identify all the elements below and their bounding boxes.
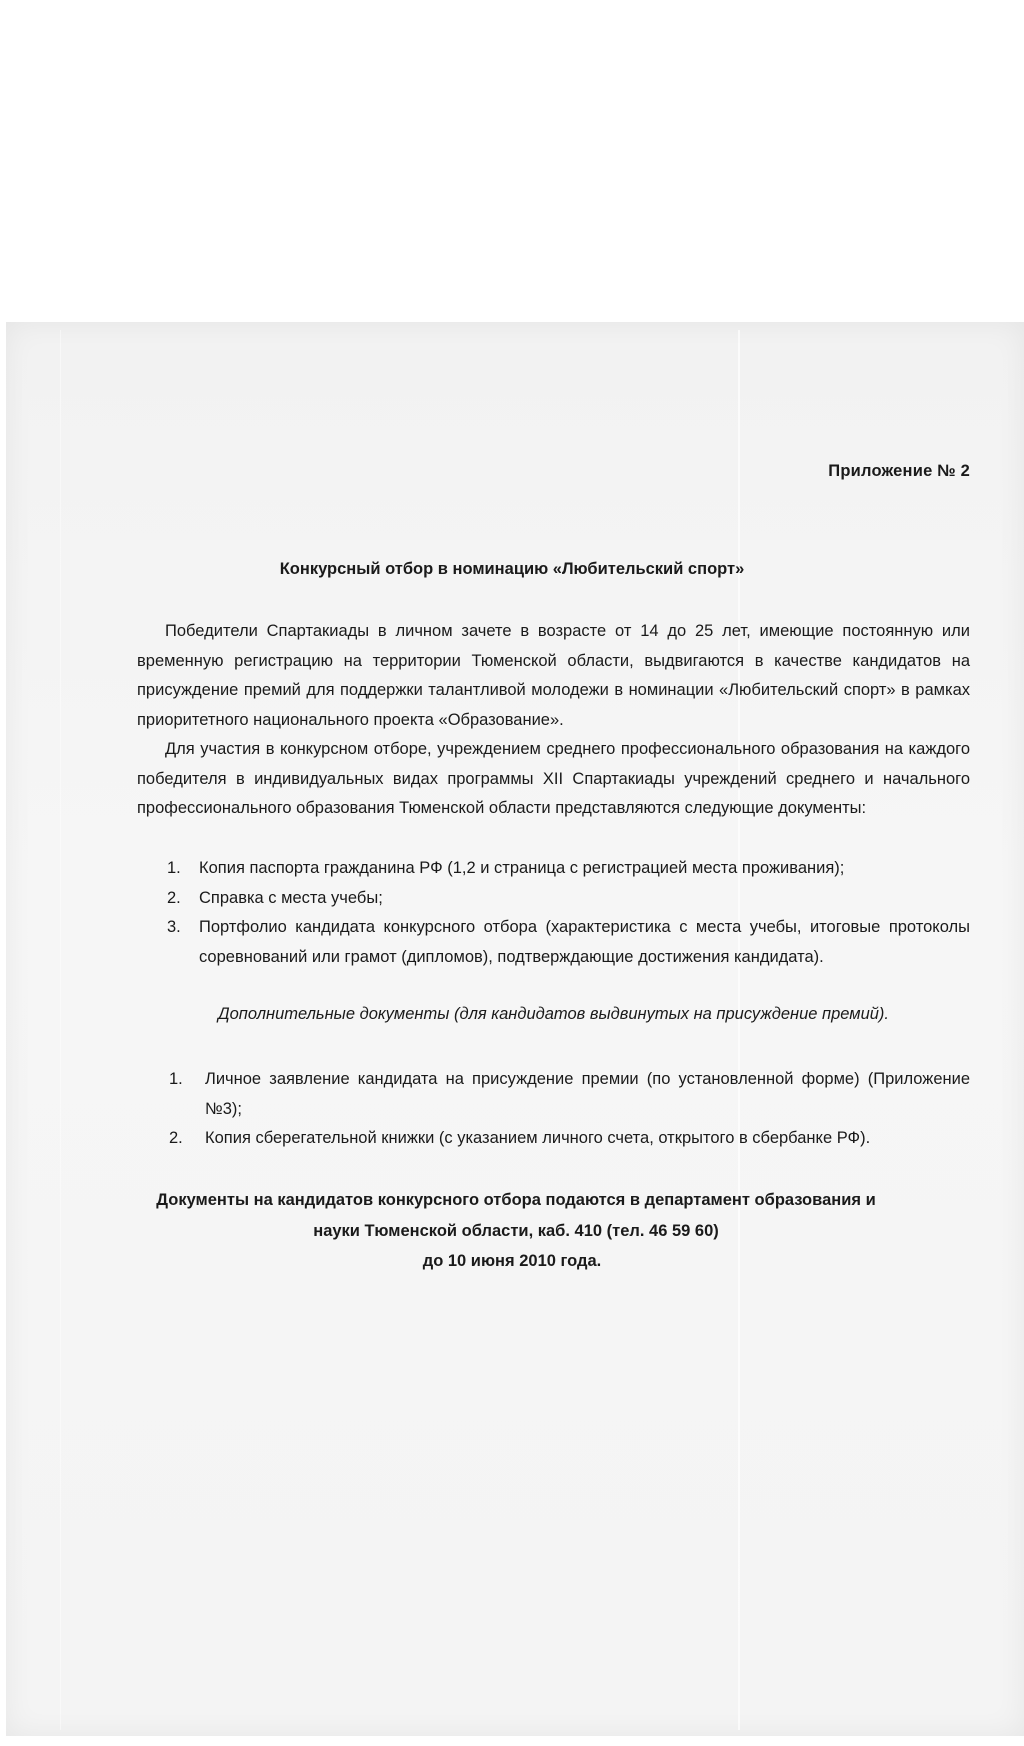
list-item [137, 884, 970, 914]
list-item [137, 913, 970, 972]
appendix-number: Приложение № 2 [828, 462, 970, 480]
list-item-number: 3. [167, 918, 181, 936]
list-item-text: Портфолио кандидата конкурсного отбора (характеристика с места учебы, итоговые протоколы соревнований или грамот (дипломов), подтверждающие достижения кандидата). [199, 918, 970, 966]
submission-deadline: до 10 июня 2010 года. [422, 1252, 602, 1270]
submission-note-line2: науки Тюменской области, каб. 410 (тел. 46 59 60) [313, 1222, 719, 1240]
document-title: Конкурсный отбор в номинацию «Любительский спорт» [279, 560, 745, 578]
list-item [137, 854, 970, 884]
list-item-text: Копия сберегательной книжки (с указанием личного счета, открытого в сбербанке РФ). [205, 1129, 871, 1147]
submission-note-line1: Документы на кандидатов конкурсного отбора подаются в департамент образования и [156, 1191, 876, 1209]
list-item-text: Копия паспорта гражданина РФ (1,2 и страница с регистрацией места проживания); [199, 859, 845, 877]
list-item-number: 1. [169, 1070, 183, 1088]
additional-documents-list [137, 1065, 970, 1154]
list-item-number: 1. [167, 859, 181, 877]
list-item-number: 2. [167, 888, 181, 907]
scan-fold-line [738, 330, 740, 1730]
scanned-page [6, 322, 1024, 1736]
additional-documents-heading: Дополнительные документы (для кандидатов выдвинутых на присуждение премий). [218, 1005, 889, 1023]
list-item-number: 2. [169, 1129, 183, 1147]
list-item-text: Справка с места учебы; [199, 888, 383, 907]
list-item [137, 1124, 970, 1154]
list-item [137, 1065, 970, 1124]
paragraph-winners: Победители Спартакиады в личном зачете в возрасте от 14 до 25 лет, имеющие постоянную или временную регистрацию на территории Тюменской области, выдвигаются в качестве кандидатов на присуждение премий для поддержки талантливой молодежи в номинации «Любительский спорт» в рамках приоритетного национального проекта «Образование». [137, 622, 970, 729]
paragraph-participation: Для участия в конкурсном отборе, учреждением среднего профессионального образования на каждого победителя в индивидуальных видах программы XII Спартакиады учреждений среднего и начального профессионального образования Тюменской области представляются следующие документы: [137, 740, 970, 817]
list-item-text: Личное заявление кандидата на присуждение премии (по установленной форме) (Приложение №3); [205, 1070, 970, 1118]
documents-list [137, 854, 970, 972]
scan-fold-line-left [60, 330, 61, 1730]
